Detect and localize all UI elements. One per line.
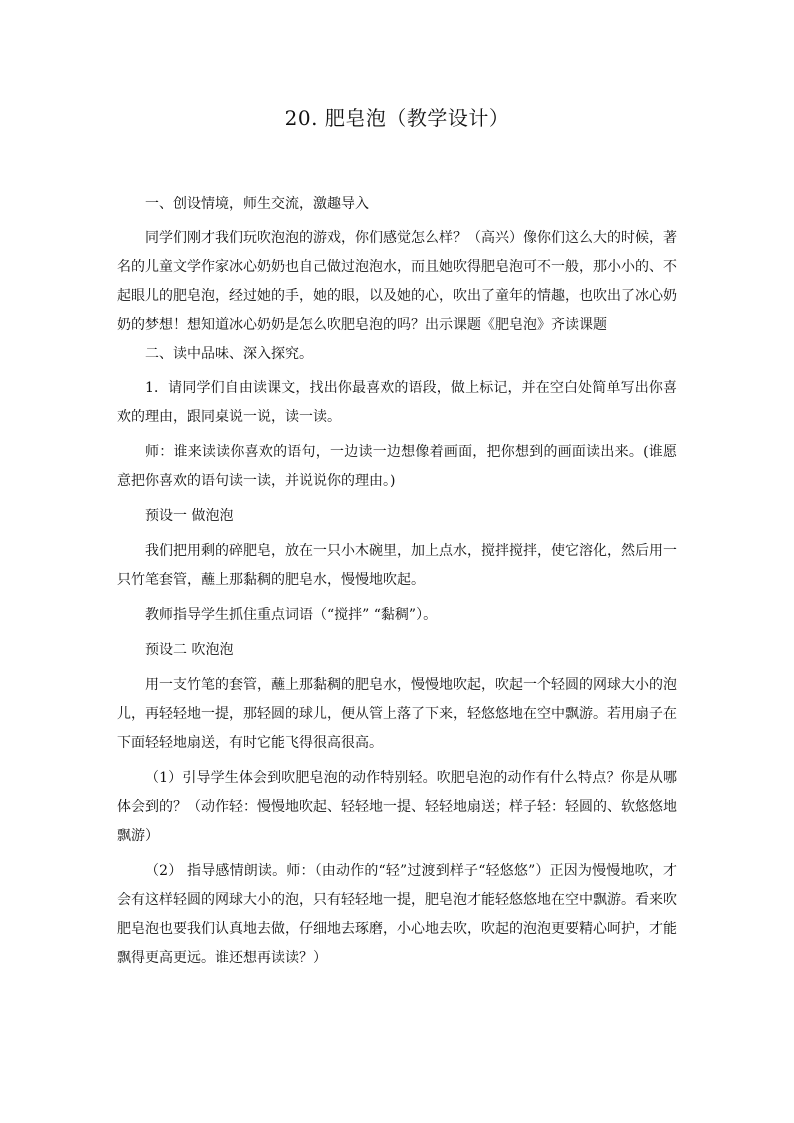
paragraph-guide-1: （1）引导学生体会到吹肥皂泡的动作特别轻。吹肥皂泡的动作有什么特点？你是从哪体会到的？（动作轻：慢慢地吹起、轻轻地一提、轻轻地扇送；样子轻：轻圆的、软悠悠地飘游）	[117, 770, 677, 844]
paragraph-preset-1-text: 我们把用剩的碎肥皂，放在一只小木碗里，加上点水，搅拌搅拌，使它溶化，然后用一只竹笔套管，蘸上那黏稠的肥皂水，慢慢地吹起。	[117, 543, 677, 588]
preset-2-heading: 预设二 吹泡泡	[145, 642, 234, 658]
paragraph-intro: 同学们刚才我们玩吹泡泡的游戏，你们感觉怎么样？（高兴）像你们这么大的时候，著名的儿童文学作家冰心奶奶也自己做过泡泡水，而且她吹得肥皂泡可不一般，那小小的、不起眼儿的肥皂泡，经过她的手，她的眼，以及她的心，吹出了童年的情趣，也吹出了冰心奶奶的梦想！想知道冰心奶奶是怎么吹肥皂泡的吗？出示课题《肥皂泡》齐读课题	[117, 230, 677, 333]
section-heading-1: 一、创设情境，师生交流，激趣导入	[145, 196, 369, 212]
paragraph-preset-2-text: 用一支竹笔的套管，蘸上那黏稠的肥皂水，慢慢地吹起，吹起一个轻圆的网球大小的泡儿，再轻轻地一提，那轻圆的球儿，便从管上落了下来，轻悠悠地在空中飘游。若用扇子在下面轻轻地扇送，有时它能飞得很高很高。	[117, 677, 677, 751]
preset-1-heading: 预设一 做泡泡	[145, 508, 234, 524]
document-title: 20. 肥皂泡（教学设计）	[284, 106, 510, 130]
section-heading-2: 二、读中品味、深入探究。	[145, 346, 313, 362]
document-body	[117, 190, 677, 973]
paragraph-guide-2: （2） 指导感情朗读。师：（由动作的“轻”过渡到样子“轻悠悠”）正因为慢慢地吹，才会有这样轻圆的网球大小的泡，只有轻轻地一提，肥皂泡才能轻悠悠地在空中飘游。看来吹肥皂泡也要我们认真地去做，仔细地去琢磨，小心地去吹，吹起的泡泡更要精心呵护，才能飘得更高更远。谁还想再读读？）	[117, 863, 677, 966]
paragraph-task-1: 1．请同学们自由读课文，找出你最喜欢的语段，做上标记，并在空白处简单写出你喜欢的理由，跟同桌说一说，读一读。	[117, 380, 677, 425]
paragraph-teacher-prompt: 师：谁来读读你喜欢的语句，一边读一边想像着画面，把你想到的画面读出来。(谁愿意把你喜欢的语句读一读，并说说你的理由。)	[117, 444, 677, 489]
paragraph-key-words: 教师指导学生抓住重点词语（“搅拌” “黏稠”）。	[145, 607, 438, 623]
